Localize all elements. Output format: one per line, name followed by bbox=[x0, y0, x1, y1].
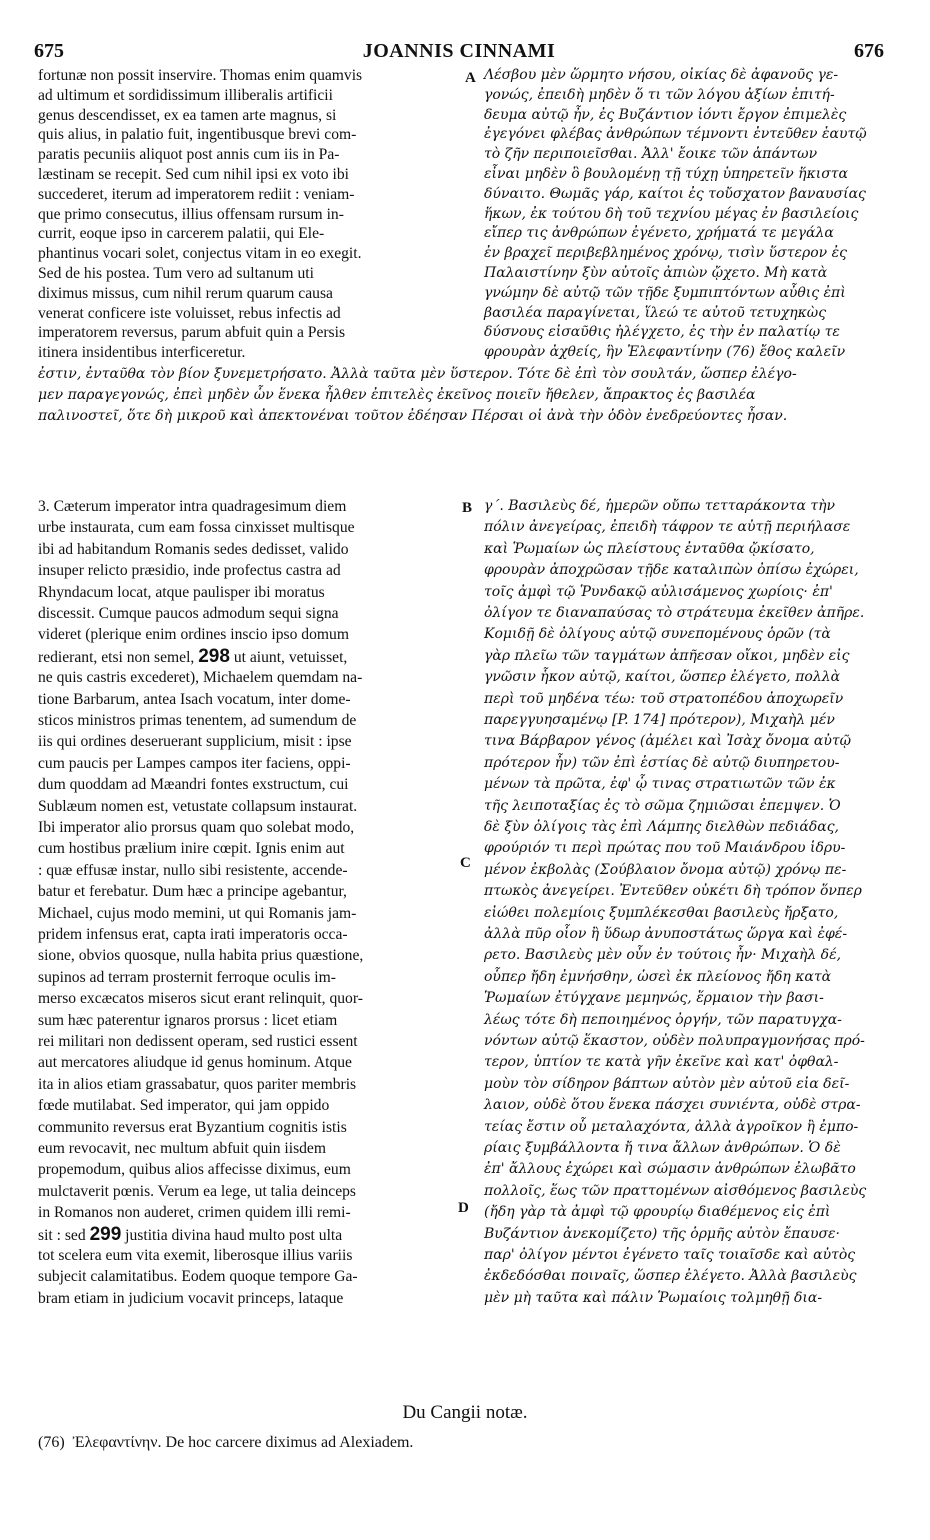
latin-text-line: 3. Cæterum imperator intra quadragesimum diem bbox=[38, 498, 347, 515]
latin-text-line: phantinus vocari solet, conjectus vitam in eo exegit. bbox=[38, 245, 362, 263]
greek-text-line: καὶ Ῥωμαίων ὡς πλείστους ἐνταῦθα ᾤκίσατο, bbox=[484, 540, 815, 557]
greek-text-line: εἶναι μηδὲν ὃ βουλομένῃ τῇ τύχῃ ὑπηρετεῖν ἥκιστα bbox=[484, 166, 848, 182]
greek-text-line: εἴπερ τις ἀνθρώπων ἐγένετο, χρήματά τε μεγάλα bbox=[484, 225, 834, 242]
greek-text-line: πόλιν ἀνεγείρας, ἐπειδὴ τάφρον τε αὐτῇ περιήλασε bbox=[484, 519, 851, 536]
margin-letter-b: B bbox=[462, 500, 473, 516]
latin-text-line: succederet, iterum ad imperatorem rediit : veniam- bbox=[38, 185, 355, 203]
latin-text-line: supinos ad terram prosternit ferroque oculis im- bbox=[38, 968, 336, 986]
greek-text-line: παρεγγυησαμένῳ [P. 174] πρότερον), Μιχαὴλ μέν bbox=[484, 712, 835, 728]
greek-text-line: Βυζάντιον ἀνεκομίζετο) τῆς ὁρμῆς αὐτὸν ἔπαυσε· bbox=[484, 1225, 840, 1242]
greek-text-line: ἐκδεδόσθαι ποιναῖς, ὥσπερ ἐλέγετο. Ἀλλὰ βασιλεὺς bbox=[484, 1268, 857, 1285]
edition-page-marker-298: 298 bbox=[198, 645, 230, 667]
greek-text-line: δύναιτο. Θωμᾶς γάρ, καίτοι ἐς τοὔσχατον βαναυσίας bbox=[484, 185, 866, 202]
latin-text-line: sum hæc paterentur ignaros prorsus : licet etiam bbox=[38, 1011, 338, 1029]
greek-text-line: περὶ τοῦ μηδένα τέω: τοῦ στρατοπέδου ἀποχωρεῖν bbox=[484, 690, 844, 707]
latin-text-line: fœde mutilabat. Sed imperator, qui jam oppido bbox=[38, 1097, 330, 1115]
latin-text-fragment: justitia divina haud multo post ulta bbox=[121, 1226, 343, 1244]
greek-text-line: Παλαιστίνην ξὺν αὐτοῖς ἀπιὼν ᾤχετο. Μὴ κατὰ bbox=[484, 265, 828, 281]
greek-text-line: οὗπερ ἤδη ἐμνήσθην, ὡσεὶ ἐκ πλείονος ἤδη κατὰ bbox=[484, 968, 832, 985]
latin-text-line: sione, obvios quosque, nulla habita prius quæstione, bbox=[38, 947, 364, 965]
latin-text-line: ita in alios etiam grassabatur, quos pariter membris bbox=[38, 1075, 357, 1093]
greek-text-line: μοὺν τὸν σίδηρον βάπτων αὐτὸν μὲν αὐτοῦ εἰα δεῖ- bbox=[484, 1075, 850, 1092]
notes-heading: Du Cangii notæ. bbox=[402, 1402, 528, 1423]
greek-text-line: ἐν βραχεῖ περιβεβλημένος χρόνῳ, τισὶν ὕστερον ἐς bbox=[484, 245, 847, 262]
greek-text-line: ἐστιν, ἐνταῦθα τὸν βίον ξυνεμετρήσατο. Ἀλλὰ ταῦτα μὲν ὕστερον. Τότε δὲ ἐπὶ τὸν σουλτάν, ὥσπερ ἐλέγο- bbox=[38, 366, 797, 382]
margin-letter-c: C bbox=[460, 855, 471, 871]
greek-text-line: γ΄. Βασιλεὺς δέ, ἡμερῶν οὔπω τετταράκοντα τὴν bbox=[484, 498, 835, 514]
latin-text-line: quis alius, in palatio fuit, ingentibusque brevi com- bbox=[38, 126, 357, 144]
latin-text-line: mulctaverit pœnis. Verum ea lege, ut talia deinceps bbox=[38, 1182, 356, 1200]
latin-text-line: eum revocavit, nec multum abfuit quin iisdem bbox=[38, 1140, 326, 1157]
greek-text-line: ἐπ' ἄλλους ἐχώρει καὶ σώμασιν ἀνθρώπων ἐλωβᾶτο bbox=[484, 1161, 856, 1178]
latin-text-line: Rhyndacum locat, atque paulisper ibi moratus bbox=[38, 583, 325, 601]
latin-text-line: venerat conficere iste voluisset, rebus infectis ad bbox=[38, 304, 341, 322]
latin-text-line: in Romanos non auderet, crimen quidem illi remi- bbox=[38, 1204, 351, 1222]
greek-text-line: μεν παραγεγονώς, ἐπεὶ μηδὲν ὧν ἕνεκα ἦλθεν ἐπιτελὲς ἐκεῖνος ποιεῖν ἤθελεν, ἄπρακτος ἐς βασιλέα bbox=[38, 387, 756, 403]
greek-text-line: φρουρὰν ἀποχρῶσαν τῇδε καταλιπὼν ὀπίσω ἐχώρει, bbox=[484, 562, 859, 579]
latin-text-line: diximus missus, cum nihil rerum quarum causa bbox=[38, 284, 333, 302]
greek-text-line: γνῶσιν ἧκον αὐτῷ, καίτοι, ὥσπερ ἐλέγετο, πολλὰ bbox=[484, 669, 841, 686]
greek-text-line: παλινοστεῖ, ὅτε δὴ μικροῦ καὶ ἀπεκτονέναι τοῦτον ἐδέησαν Πέρσαι οἱ ἀνὰ τὴν ὁδὸν ἐνεδρεύοντες ἦσαν. bbox=[38, 408, 788, 424]
greek-text-line: λαιον, οὐδὲ ὅτου ἕνεκα πάσχει συνιέντα, οὐδὲ στρα- bbox=[484, 1097, 861, 1114]
greek-text-line: ἥκων, ἐκ τούτου δὴ τοῦ τεχνίου μέγας ἐν βασιλείοις bbox=[484, 205, 859, 222]
greek-text-line: δευμα αὐτῷ ἦν, ἐς Βυζάντιον ἰόντι ἔργον ἐπιμελὲς bbox=[484, 106, 847, 123]
greek-text-line: ἀλλὰ πῦρ οἷον ἢ ὕδωρ ἀνυποστάτως ὥργα καὶ ἐφέ- bbox=[484, 926, 848, 942]
greek-text-line: γονώς, ἐπειδὴ μηδὲν ὅ τι τῶν λόγου ἀξίων ἐπιτή- bbox=[484, 86, 835, 103]
latin-text-line: ne quis castris excederet), Michaelem quemdam na- bbox=[38, 669, 363, 687]
greek-text-line: μένον ἐκβολὰς (Σούβλαιον ὄνομα αὐτῷ) χρόνῳ πε- bbox=[484, 861, 847, 878]
latin-text-line: aut mercatores aliudque id genus hominum. Atque bbox=[38, 1054, 352, 1072]
latin-text-line: ibi ad habitandum Romanis sedes dedisset, valido bbox=[38, 540, 349, 558]
greek-text-line: φρούριόν τι περὶ πρώτας που τοῦ Μαιάνδρου ἱδρυ- bbox=[484, 840, 846, 857]
latin-text-line: cum paucis per Lampes campos iter faciens, oppi- bbox=[38, 754, 351, 772]
latin-text-line: pridem infensus erat, capta irati imperatoris occa- bbox=[38, 926, 348, 943]
latin-text-line: que primo consecutus, illius offensam rursum in- bbox=[38, 205, 344, 223]
latin-text-line: Ibi imperator alio prorsus quam quo solebat modo, bbox=[38, 819, 355, 836]
latin-text-line: dum quoddam ad Mæandri fontes exstructum, cui bbox=[38, 776, 349, 794]
edition-page-marker-299: 299 bbox=[89, 1223, 122, 1245]
latin-text-line: tione Barbarum, antea Isach vocatum, inter dome- bbox=[38, 690, 351, 708]
greek-text-line: δὲ ξὺν ὀλίγοις τὰς ἐπὶ Λάμπης διελθὼν πεδιάδας, bbox=[484, 819, 839, 835]
latin-text-line: merso excæcatos miseros sicut erant relinquit, quor- bbox=[38, 990, 363, 1008]
greek-text-line: ἐγεγόνει φλέβας ἀνθρώπων τέμνοντι ἐντεῦθεν ἑαυτῷ bbox=[484, 126, 867, 143]
greek-text-line: ρίαις ξυμβάλλοντα ἤ τινα ἄλλων ἀνθρώπων. Ὁ δὲ bbox=[484, 1140, 841, 1156]
greek-text-line: πρότερον ἦν) τῶν ἐπὶ ἑστίας δὲ αὐτῷ διυπηρετου- bbox=[484, 754, 840, 771]
greek-text-line: τῆς λειποταξίας ἐς τὸ σῶμα ζημιῶσαι ἐπεμψεν. Ὁ bbox=[484, 797, 841, 814]
greek-text-line: δύσνους εἰσαῦθις ἠλέγχετο, ἐς τὴν ἐν παλατίῳ τε bbox=[484, 324, 840, 341]
latin-text-line: cum hostibus prælium inire cœpit. Ignis enim aut bbox=[38, 840, 345, 858]
greek-text-line: ρετο. Βασιλεὺς μὲν οὖν ἐν τούτοις ἦν· Μιχαὴλ δέ, bbox=[484, 947, 842, 964]
latin-text-line: videret (plerique enim ordines inscio ipso domum bbox=[38, 626, 349, 644]
greek-text-line: Λέσβου μὲν ὥρμητο νήσου, οἰκίας δὲ ἀφανοῦς γε- bbox=[484, 67, 839, 83]
latin-text-line: genus descendisset, ex ea tamen arte magnus, si bbox=[38, 106, 337, 124]
latin-text-line: redierant, etsi non semel, 298 ut aiunt, vetuisset, bbox=[38, 645, 348, 667]
greek-text-line: τοῖς ἀμφὶ τῷ Ῥυνδακῷ αὐλισάμενος χωρίοις· ἐπ' bbox=[484, 583, 833, 600]
latin-text-line: imperatorem reversus, parum abfuit quin a Persis bbox=[38, 324, 346, 342]
latin-text-line: sit : sed 299 justitia divina haud multo post ulta bbox=[38, 1223, 343, 1245]
latin-text-line: rei militari non dedissent operam, sed rustici essent bbox=[38, 1033, 358, 1050]
running-title: JOANNIS CINNAMI bbox=[362, 40, 556, 62]
greek-text-line: λέως τότε δὴ πεποιημένος ὀργήν, τῶν παρατυγχα- bbox=[484, 1011, 842, 1028]
greek-text-line: ὀλίγον τε διαναπαύσας τὸ στράτευμα ἐκεῖθεν ἀπῆρε. bbox=[484, 605, 865, 621]
footnote-76: (76) Ἐλεφαντίνην. De hoc carcere diximus ad Alexiadem. bbox=[38, 1434, 414, 1451]
latin-text-line: itinera insidentibus interficeretur. bbox=[38, 344, 246, 362]
greek-text-line: πολλοῖς, ἕως τῶν πραττομένων αἰσθόμενος βασιλεὺς bbox=[484, 1182, 867, 1199]
greek-text-line: νόντων αὐτῷ ἕκαστον, οὐδὲν πολυπραγμονήσας πρό- bbox=[484, 1033, 865, 1049]
latin-text-line: currit, eoque ipso in carcerem palatii, qui Ele- bbox=[38, 225, 325, 243]
latin-text-line: paratis pecuniis aliquot post annis cum iis in Pa- bbox=[38, 146, 340, 164]
greek-text-line: τινα Βάρβαρον γένος (ἀμέλει καὶ Ἰσὰχ ὄνομα αὐτῷ bbox=[484, 733, 852, 750]
right-page-number: 676 bbox=[854, 40, 884, 62]
greek-text-line: μὲν μὴ ταῦτα καὶ πάλιν Ῥωμαίοις τολμηθῇ δια- bbox=[484, 1289, 823, 1306]
latin-text-line: ad ultimum et sordidissimum illiberalis artificii bbox=[38, 86, 333, 104]
latin-text-line: Sublæum nomen est, vetustate collapsum instaurat. bbox=[38, 797, 358, 815]
latin-text-line: Sed de his postea. Tum vero ad sultanum uti bbox=[38, 265, 314, 282]
margin-letter-d: D bbox=[458, 1200, 469, 1216]
latin-text-line: propemodum, quibus alios affecisse diximus, eum bbox=[38, 1161, 351, 1179]
latin-text-line: batur et ferebatur. Dum hæc a principe agebantur, bbox=[38, 883, 347, 901]
greek-text-line: πτωκὸς ἀνεγείρει. Ἐντεῦθεν οὐκέτι δὴ τρόπον ὅνπερ bbox=[484, 883, 862, 900]
latin-text-line: fortunæ non possit inservire. Thomas enim quamvis bbox=[38, 67, 363, 84]
latin-text-line: : quæ effusæ instar, nullo sibi resistente, accende- bbox=[38, 861, 348, 879]
greek-text-line: Ῥωμαίων ἐτύγχανε μεμηνώς, ἕρμαιον τὴν βασι- bbox=[484, 990, 824, 1007]
latin-text-line: insuper relicto præsidio, inde profectus castra ad bbox=[38, 562, 341, 580]
latin-text-line: tot scelera eum vita exemit, liberosque illius variis bbox=[38, 1247, 353, 1264]
latin-text-line: urbe instaurata, cum eam fossa cinxisset multisque bbox=[38, 519, 355, 537]
greek-text-line: εἰώθει πολεμίοις ξυμπλέκεσθαι βασιλεὺς ἤρξατο, bbox=[484, 904, 839, 921]
greek-text-line: μένων τὰ πρῶτα, ἐφ' ᾧ τινας στρατιωτῶν τῶν ἐκ bbox=[484, 776, 836, 793]
left-page-number: 675 bbox=[34, 40, 64, 62]
greek-text-line: γνώμην δὲ αὐτῷ τῶν τῇδε ξυμπιπτόντων αὖθις ἐπὶ bbox=[484, 284, 846, 301]
greek-text-line: φρουρὰν ἀχθείς, ἣν Ἐλεφαντίνην (76) ἔθος καλεῖν bbox=[484, 344, 846, 361]
greek-text-line: (ἤδη γὰρ τὰ ἀμφὶ τῷ φρουρίῳ διαθέμενος εἰς ἐπὶ bbox=[484, 1204, 831, 1221]
latin-text-line: subjecit calamitatibus. Eodem quoque tempore Ga- bbox=[38, 1268, 358, 1286]
latin-text-line: discessit. Cumque paucos admodum sequi signa bbox=[38, 605, 339, 622]
latin-text-line: Michael, cujus modo memini, ut qui Romanis jam- bbox=[38, 904, 357, 922]
latin-text-line: sticos ministros primas tenentem, ad sumendum de bbox=[38, 712, 357, 729]
greek-text-line: Κομιδῇ δὲ ὀλίγους αὐτῷ συνεπομένους ὁρῶν (τὰ bbox=[484, 626, 831, 643]
latin-text-line: læstinam se recepit. Sed cum nihil ipsi ex voto ibi bbox=[38, 166, 349, 183]
margin-letter-a: A bbox=[465, 70, 476, 86]
greek-text-line: τερον, ὑπτίον τε κατὰ γῆν ἐκεῖνε καὶ κατ' ὀφθαλ- bbox=[484, 1054, 839, 1071]
latin-text-line: communito reversus erat Byzantium cognitis istis bbox=[38, 1118, 347, 1136]
latin-text-line: bram etiam in judicium vocavit princeps, lataque bbox=[38, 1289, 344, 1307]
running-header bbox=[34, 40, 884, 66]
latin-text-line: iis qui ordines deseruerant supplicium, misit : ipse bbox=[38, 733, 352, 751]
greek-text-line: τείας ἔστιν οὗ μεταλαχόντα, ἀλλὰ ἀγροῖκον ἢ ἐμπο- bbox=[484, 1118, 859, 1135]
latin-text-fragment: ut aiunt, vetuisset, bbox=[229, 648, 348, 666]
greek-text-line: τὸ ζῆν περιποιεῖσθαι. Ἀλλ' ἔοικε τῶν ἁπάντων bbox=[484, 146, 818, 163]
greek-text-line: γὰρ πλεῖω τῶν ταγμάτων ἀπῆεσαν οἴκοι, μηδὲν εἰς bbox=[484, 647, 850, 664]
greek-text-line: βασιλέα παραγίνεται, ἵλεώ τε αὐτοῦ τετυχηκὼς bbox=[484, 304, 827, 321]
greek-text-line: παρ' ὀλίγον μέντοι ἐγένετο ταῖς τοιαῖσδε καὶ αὐτὸς bbox=[484, 1247, 856, 1263]
